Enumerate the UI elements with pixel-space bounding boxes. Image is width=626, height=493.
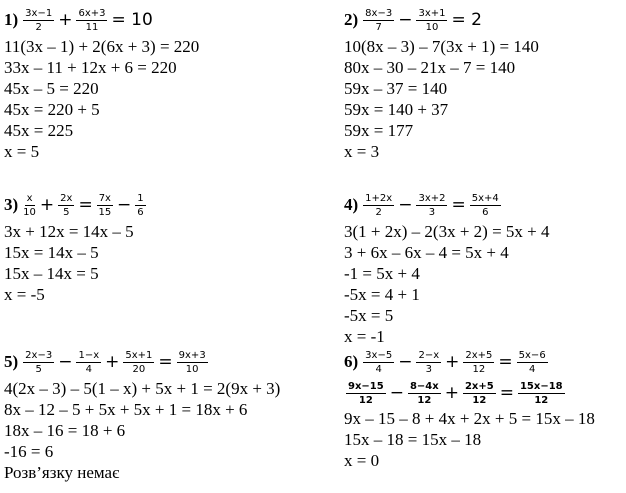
- right-hand-side: = 10: [111, 10, 153, 30]
- fraction: [123, 350, 154, 375]
- numerator: 3x+2: [418, 192, 446, 204]
- solution-step: 9x – 15 – 8 + 4x + 2x + 5 = 15x – 18: [344, 409, 595, 428]
- denominator: 2: [375, 206, 382, 218]
- operator: −: [398, 10, 413, 30]
- solution-step: 45x = 220 + 5: [4, 100, 100, 119]
- operator: −: [398, 352, 413, 372]
- denominator: 3: [425, 363, 432, 375]
- solution-step: 45x – 5 = 220: [4, 79, 99, 98]
- solution-answer: x = 5: [4, 142, 40, 161]
- numerator: 8−4x: [409, 380, 439, 392]
- operator: +: [39, 195, 55, 215]
- solution-answer: Розв’язку немає: [4, 463, 120, 482]
- denominator: 4: [85, 363, 92, 375]
- solution-answer: x = 0: [344, 451, 380, 470]
- fraction: [58, 193, 74, 218]
- problem-6-equation: [344, 346, 595, 378]
- numerator: 2x−3: [25, 349, 53, 361]
- solution-step: 11(3x – 1) + 2(6x + 3) = 220: [4, 37, 200, 56]
- fraction: [363, 350, 394, 375]
- fraction: [517, 350, 548, 375]
- operator: −: [389, 383, 404, 403]
- problem-2: [344, 4, 539, 162]
- solution-step: 3x + 12x = 14x – 5: [4, 222, 134, 241]
- problem-6: [344, 346, 595, 471]
- operator: =: [78, 195, 93, 215]
- solution-step: 45x = 225: [4, 121, 74, 140]
- numerator: 2x+5: [464, 380, 494, 392]
- operator: −: [58, 352, 73, 372]
- numerator: 1+2x: [365, 192, 393, 204]
- fraction: [363, 193, 394, 218]
- problem-number: 6): [344, 352, 359, 371]
- solution-step: 8x – 12 – 5 + 5x + 5x + 1 = 18x + 6: [4, 400, 248, 419]
- solution-step: 59x = 177: [344, 121, 414, 140]
- operator: −: [398, 195, 413, 215]
- numerator: 3x−5: [365, 349, 393, 361]
- denominator: 12: [472, 394, 487, 406]
- operator: =: [498, 352, 513, 372]
- numerator: 2x: [60, 192, 73, 204]
- numerator: 5x+1: [125, 349, 153, 361]
- numerator: 3x−1: [25, 7, 53, 19]
- denominator: 5: [35, 363, 42, 375]
- denominator: 10: [185, 363, 199, 375]
- denominator: 12: [358, 394, 373, 406]
- fraction: [463, 350, 494, 375]
- fraction: [470, 193, 501, 218]
- solution-step: 15x – 18 = 15x – 18: [344, 430, 482, 449]
- fraction: [363, 8, 394, 33]
- fraction: [76, 350, 101, 375]
- problem-5-equation: [4, 346, 280, 378]
- numerator: 2x+5: [465, 349, 493, 361]
- numerator: 7x: [98, 192, 111, 204]
- problem-1-equation: [4, 4, 199, 36]
- fraction: [416, 8, 447, 33]
- operator: =: [451, 195, 466, 215]
- problem-3-equation: [4, 189, 148, 221]
- problem-3: [4, 189, 148, 305]
- fraction: [416, 350, 441, 375]
- solution-step: 10(8x – 3) – 7(3x + 1) = 140: [344, 37, 539, 56]
- right-hand-side: = 2: [451, 10, 482, 30]
- solution-step: 3 + 6x – 6x – 4 = 5x + 4: [344, 243, 509, 262]
- problem-2-equation: [344, 4, 539, 36]
- fraction: [518, 381, 565, 406]
- denominator: 6: [137, 206, 144, 218]
- problem-number: 2): [344, 10, 359, 29]
- solution-step: 80x – 30 – 21x – 7 = 140: [344, 58, 516, 77]
- problem-4: [344, 189, 550, 347]
- solution-step: -16 = 6: [4, 442, 54, 461]
- denominator: 12: [472, 363, 486, 375]
- solution-answer: x = 3: [344, 142, 380, 161]
- denominator: 4: [375, 363, 382, 375]
- problem-6-common-denominator: [344, 378, 595, 408]
- solution-step: 59x – 37 = 140: [344, 79, 448, 98]
- operator: =: [158, 352, 173, 372]
- problem-number: 1): [4, 10, 19, 29]
- fraction: [416, 193, 447, 218]
- denominator: 2: [35, 21, 42, 33]
- numerator: 9x−15: [348, 380, 384, 392]
- solution-answer: x = -1: [344, 327, 385, 346]
- solution-step: 33x – 11 + 12x + 6 = 220: [4, 58, 177, 77]
- fraction: [23, 350, 54, 375]
- problem-number: 3): [4, 195, 19, 214]
- solution-step: 15x = 14x – 5: [4, 243, 99, 262]
- denominator: 10: [23, 206, 36, 218]
- solution-answer: x = -5: [4, 285, 45, 304]
- solution-step: 4(2x – 3) – 5(1 – x) + 5x + 1 = 2(9x + 3): [4, 379, 281, 398]
- fraction: [23, 8, 54, 33]
- numerator: 2−x: [418, 349, 440, 361]
- problem-number: 5): [4, 352, 19, 371]
- numerator: 9x+3: [178, 349, 206, 361]
- numerator: 8x−3: [365, 7, 393, 19]
- denominator: 3: [428, 206, 436, 218]
- fraction: [177, 350, 208, 375]
- operator: −: [116, 195, 132, 215]
- problem-5: [4, 346, 280, 483]
- denominator: 5: [63, 206, 70, 218]
- denominator: 10: [425, 21, 439, 33]
- numerator: 5x−6: [518, 349, 546, 361]
- numerator: 1−x: [78, 349, 100, 361]
- operator: +: [58, 10, 73, 30]
- solution-step: 15x – 14x = 5: [4, 264, 99, 283]
- solution-step: 3(1 + 2x) – 2(3x + 2) = 5x + 4: [344, 222, 550, 241]
- fraction: [408, 381, 441, 406]
- solution-step: -5x = 5: [344, 306, 394, 325]
- fraction: [135, 193, 145, 218]
- numerator: 15x−18: [519, 380, 563, 392]
- problem-1: [4, 4, 199, 162]
- solution-step: 18x – 16 = 18 + 6: [4, 421, 126, 440]
- solution-step: 59x = 140 + 37: [344, 100, 449, 119]
- denominator: 12: [417, 394, 432, 406]
- problem-4-equation: [344, 189, 550, 221]
- fraction: [76, 8, 107, 33]
- solution-step: -1 = 5x + 4: [344, 264, 420, 283]
- numerator: 5x+4: [471, 192, 499, 204]
- numerator: 3x+1: [418, 7, 446, 19]
- fraction: [23, 193, 36, 218]
- fraction: [463, 381, 496, 406]
- numerator: 6x+3: [78, 7, 106, 19]
- denominator: 7: [375, 21, 382, 33]
- fraction: [346, 381, 386, 406]
- denominator: 4: [528, 363, 536, 375]
- denominator: 6: [482, 206, 489, 218]
- solution-step: -5x = 4 + 1: [344, 285, 420, 304]
- fraction: [97, 193, 113, 218]
- operator: =: [499, 383, 514, 403]
- denominator: 20: [132, 363, 146, 375]
- problem-number: 4): [344, 195, 359, 214]
- denominator: 11: [85, 21, 99, 33]
- operator: +: [445, 352, 460, 372]
- operator: +: [105, 352, 120, 372]
- numerator: x: [26, 192, 33, 204]
- denominator: 15: [98, 206, 112, 218]
- numerator: 1: [137, 192, 144, 204]
- denominator: 12: [534, 394, 549, 406]
- operator: +: [444, 383, 459, 403]
